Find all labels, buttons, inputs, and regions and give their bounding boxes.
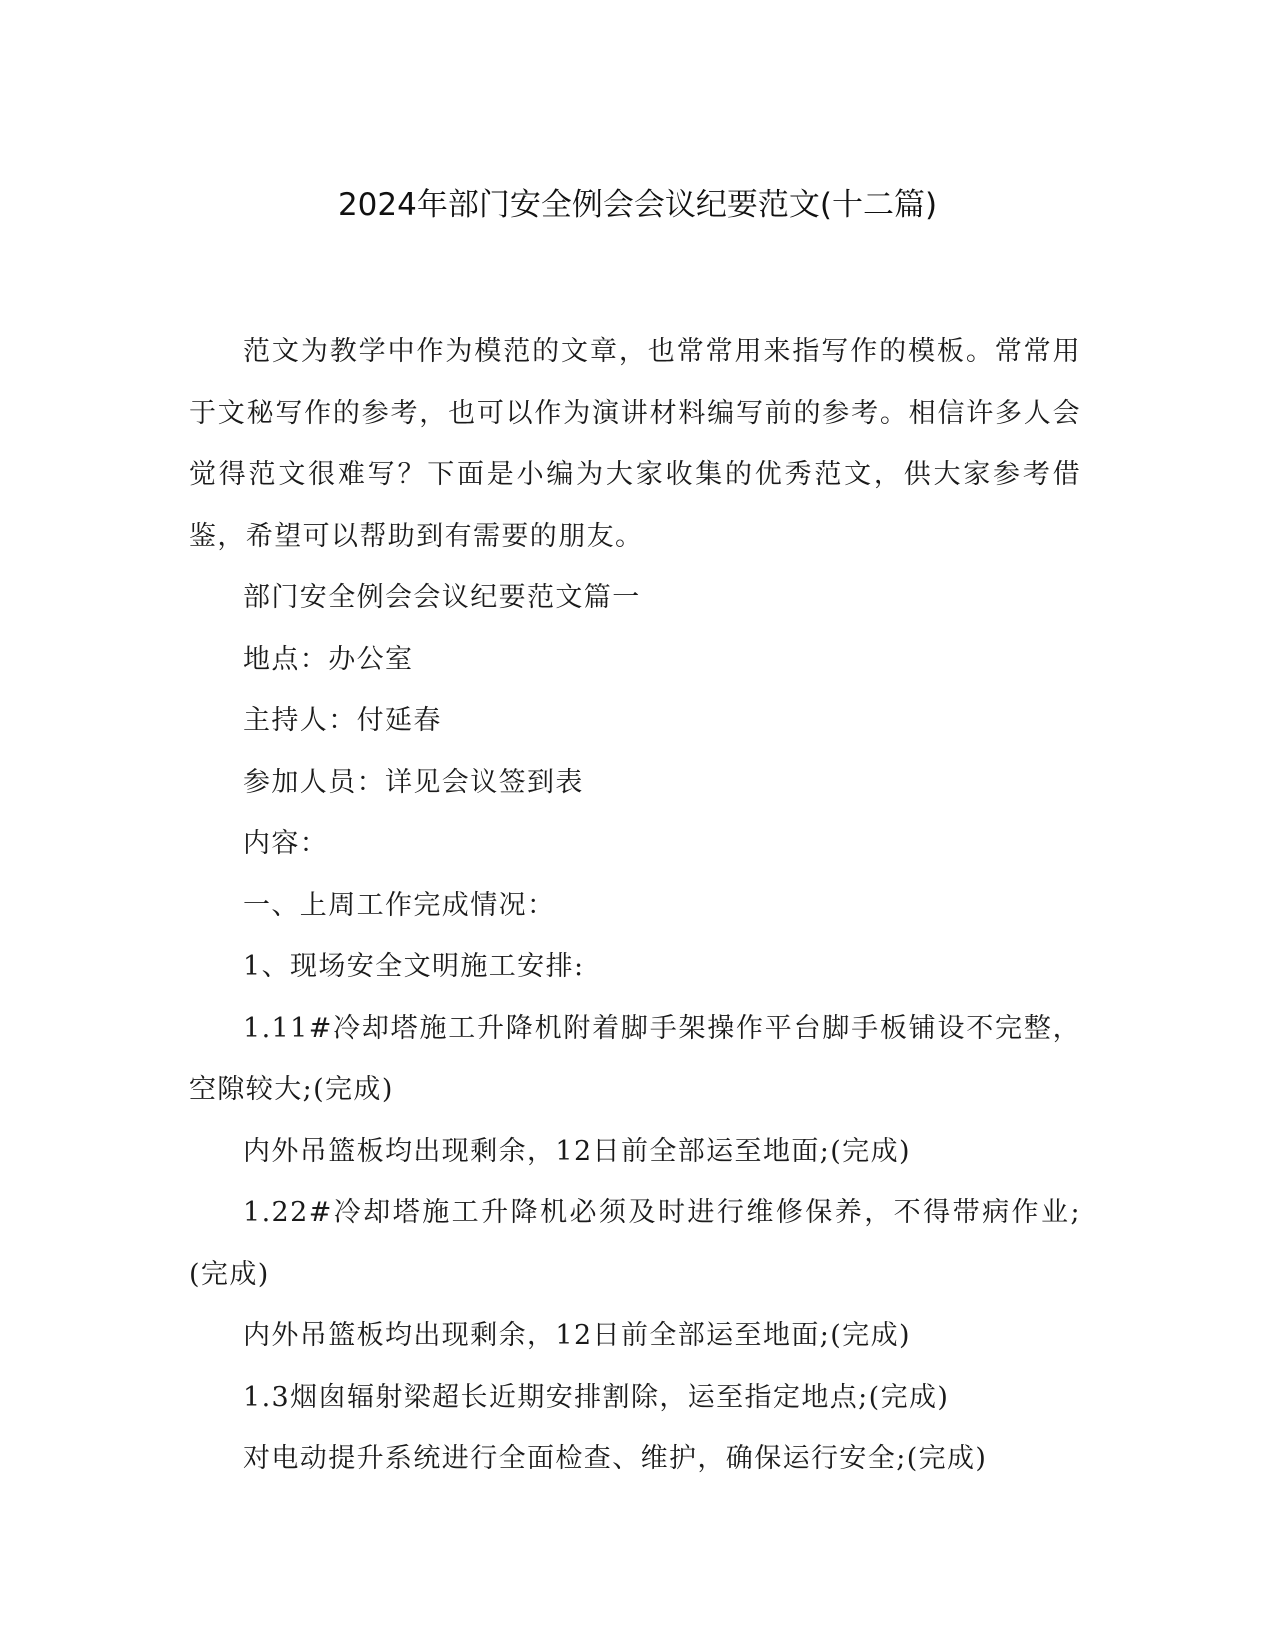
list-item: 1.3烟囱辐射梁超长近期安排割除，运至指定地点;(完成) bbox=[243, 1381, 950, 1413]
list-item: 1、现场安全文明施工安排: bbox=[243, 951, 585, 982]
list-item: 1.11#冷却塔施工升降机附着脚手架操作平台脚手板铺设不完整，空隙较大;(完成) bbox=[189, 1012, 1081, 1105]
section-heading: 部门安全例会会议纪要范文篇一 bbox=[243, 582, 641, 613]
document-body bbox=[189, 321, 1081, 1490]
content-label: 内容： bbox=[243, 828, 329, 859]
meeting-location: 地点：办公室 bbox=[243, 643, 414, 675]
list-item: 1.22#冷却塔施工升降机必须及时进行维修保养，不得带病作业;(完成) bbox=[189, 1197, 1081, 1290]
list-item: 内外吊篮板均出现剩余，12日前全部运至地面;(完成) bbox=[243, 1320, 911, 1351]
list-item: 内外吊篮板均出现剩余，12日前全部运至地面;(完成) bbox=[243, 1135, 911, 1167]
subsection-heading: 一、上周工作完成情况： bbox=[243, 889, 556, 921]
list-item: 对电动提升系统进行全面检查、维护，确保运行安全;(完成) bbox=[243, 1443, 988, 1474]
intro-paragraph: 范文为教学中作为模范的文章，也常常用来指写作的模板。常常用于文秘写作的参考，也可以作为演讲材料编写前的参考。相信许多人会觉得范文很难写？下面是小编为大家收集的优秀范文，供大家参考借鉴，希望可以帮助到有需要的朋友。 bbox=[189, 336, 1081, 552]
meeting-attendees: 参加人员：详见会议签到表 bbox=[243, 766, 584, 798]
meeting-host: 主持人：付延春 bbox=[243, 705, 442, 736]
document-title: 2024年部门安全例会会议纪要范文(十二篇) bbox=[337, 187, 938, 223]
